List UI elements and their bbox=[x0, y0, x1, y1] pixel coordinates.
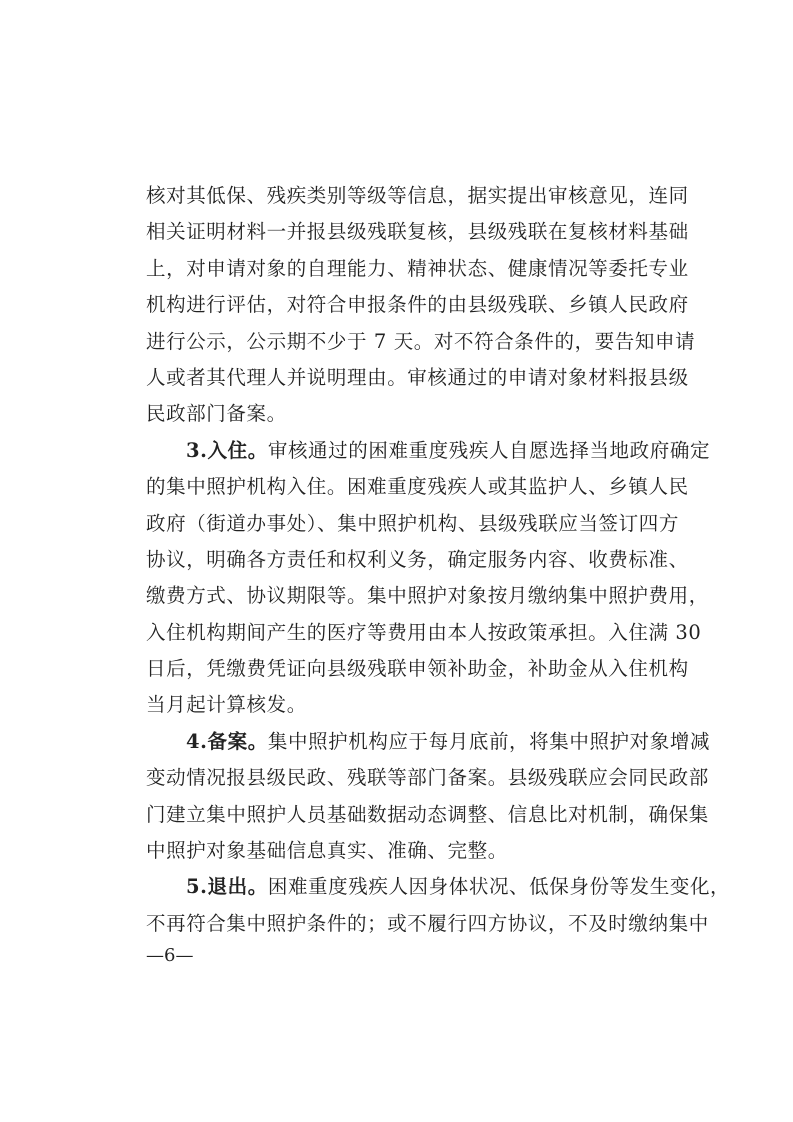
paragraph-line: 中照护对象基础信息真实、准确、完整。 bbox=[146, 839, 508, 863]
paragraph-line: 进行公示，公示期不少于 7 天。对不符合条件的，要告知申请 bbox=[146, 329, 696, 353]
paragraph-line: 相关证明材料一并报县级残联复核，县级残联在复核材料基础 bbox=[146, 220, 689, 244]
paragraph-line: 政府（街道办事处）、集中照护机构、县级残联应当签订四方 bbox=[146, 511, 679, 535]
paragraph-line: 机构进行评估，对符合申报条件的由县级残联、乡镇人民政府 bbox=[146, 293, 689, 317]
page-number: —6— bbox=[146, 945, 194, 966]
section-first-line bbox=[146, 869, 731, 905]
section-first-line bbox=[146, 433, 711, 469]
document-body bbox=[146, 178, 731, 942]
paragraph-line: 门建立集中照护人员基础数据动态调整、信息比对机制，确保集 bbox=[146, 802, 709, 826]
paragraph-line: 变动情况报县级民政、残联等部门备案。县级残联应会同民政部 bbox=[146, 766, 709, 790]
paragraph-text: 审核通过的困难重度残疾人自愿选择当地政府确定 bbox=[267, 438, 711, 462]
paragraph-line: 入住机构期间产生的医疗等费用由本人按政策承担。入住满 30 bbox=[146, 620, 702, 644]
paragraph-line: 当月起计算核发。 bbox=[146, 693, 307, 717]
section-heading-filing: 4.备案。 bbox=[186, 729, 268, 753]
paragraph-line: 核对其低保、残疾类别等级等信息，据实提出审核意见，连同 bbox=[146, 184, 689, 207]
paragraph-line: 协议，明确各方责任和权利义务，确定服务内容、收费标准、 bbox=[146, 547, 689, 571]
section-heading-exit: 5.退出。 bbox=[186, 875, 268, 899]
paragraph-text: 集中照护机构应于每月底前，将集中照护对象增减 bbox=[267, 729, 711, 753]
paragraph-line: 缴费方式、协议期限等。集中照护对象按月缴纳集中照护费用， bbox=[146, 584, 709, 608]
paragraph-line: 民政部门备案。 bbox=[146, 402, 287, 426]
paragraph-line: 人或者其代理人并说明理由。审核通过的申请对象材料报县级 bbox=[146, 365, 689, 389]
paragraph-line: 的集中照护机构入住。困难重度残疾人或其监护人、乡镇人民 bbox=[146, 475, 689, 499]
section-first-line bbox=[146, 724, 711, 760]
paragraph-line: 不再符合集中照护条件的；或不履行四方协议，不及时缴纳集中 bbox=[146, 911, 709, 935]
paragraph-line: 日后，凭缴费凭证向县级残联申领补助金，补助金从入住机构 bbox=[146, 657, 689, 681]
section-heading-admission: 3.入住。 bbox=[186, 438, 268, 462]
paragraph-line: 上，对申请对象的自理能力、精神状态、健康情况等委托专业 bbox=[146, 256, 689, 280]
paragraph-text: 困难重度残疾人因身体状况、低保身份等发生变化， bbox=[267, 875, 731, 899]
